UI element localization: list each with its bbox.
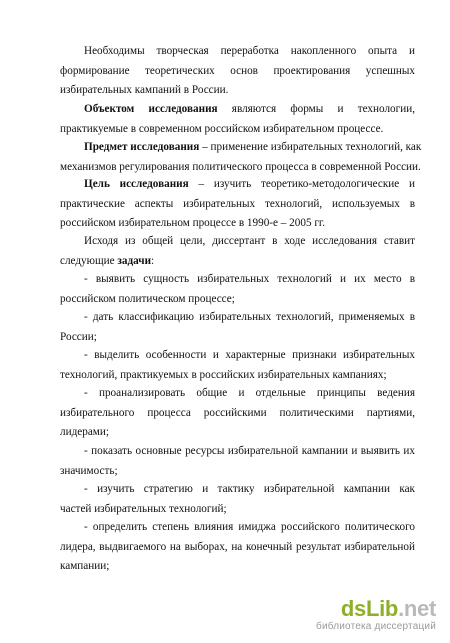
text-line: частей избирательных технологий; xyxy=(60,502,227,515)
text-line: избирательных кампаний в России. xyxy=(60,84,229,96)
text-line: России; xyxy=(60,330,97,343)
text-line: практикуемые в современном российском избирательном процессе. xyxy=(60,122,384,135)
text-line: российском избирательном процессе в 1990-е – 2005 гг. xyxy=(60,217,326,229)
text-line: Цель исследования – изучить теоретико-методологические и xyxy=(84,178,415,190)
text-line: - дать классификацию избирательных технологий, применяемых в xyxy=(84,311,415,323)
text-line: - проанализировать общие и отдельные принципы ведения xyxy=(84,387,415,399)
text-line: избирательного процесса российскими политическими партиями, xyxy=(60,406,415,419)
task-item xyxy=(60,308,415,347)
paragraph-object xyxy=(60,100,415,139)
text-line: Объектом исследования являются формы и технологии, xyxy=(84,103,415,115)
paragraph-subject xyxy=(60,138,422,177)
task-item xyxy=(60,270,415,309)
bold-term: Цель исследования xyxy=(84,178,189,190)
bold-term: Предмет исследования xyxy=(84,141,200,153)
task-item xyxy=(60,480,415,519)
paragraph-tasks-intro xyxy=(60,232,415,271)
text-line: - выявить сущность избирательных технологий и их место в xyxy=(84,273,415,285)
dslib-logo: dsLib.net библиотека диссертаций xyxy=(316,596,436,632)
text-line: - определить степень влияния имиджа российского политического xyxy=(84,521,415,533)
task-item xyxy=(60,384,415,443)
text-line: формирование теоретических основ проектирования успешных xyxy=(60,64,415,77)
bold-term: задачи xyxy=(117,254,152,267)
text-line: Необходимы творческая переработка накопленного опыта и xyxy=(84,45,415,57)
text-line: технологий, практикуемых в российских избирательных кампаниях; xyxy=(60,368,387,381)
logo-tagline: библиотека диссертаций xyxy=(316,621,436,632)
text-line: Предмет исследования – применение избирательных технологий, как xyxy=(84,141,422,153)
bold-term: Объектом исследования xyxy=(84,103,218,115)
task-item xyxy=(60,346,415,385)
text-line: практические аспекты избирательных технологий, используемых в xyxy=(60,197,415,210)
text-line: значимость; xyxy=(60,464,118,477)
task-item xyxy=(60,518,415,577)
text-line: - изучить стратегию и тактику избирательной кампании как xyxy=(84,483,415,495)
text-line: следующие задачи: xyxy=(60,254,155,267)
text-line: кампании; xyxy=(60,560,110,572)
text-line: - показать основные ресурсы избирательной кампании и выявить их xyxy=(84,445,415,457)
text-line: механизмов регулирования политического процесса в современной России. xyxy=(60,160,421,173)
paragraph-intro xyxy=(60,42,415,101)
text-line: лидерами; xyxy=(60,426,109,438)
task-item xyxy=(60,442,415,481)
text-line: Исходя из общей цели, диссертант в ходе исследования ставит xyxy=(84,235,415,247)
text-line: - выделить особенности и характерные признаки избирательных xyxy=(84,349,415,361)
paragraph-goal xyxy=(60,175,415,234)
text-line: российском политическом процессе; xyxy=(60,292,235,305)
text-line: лидера, выдвигаемого на выборах, на конечный результат избирательной xyxy=(60,540,415,553)
